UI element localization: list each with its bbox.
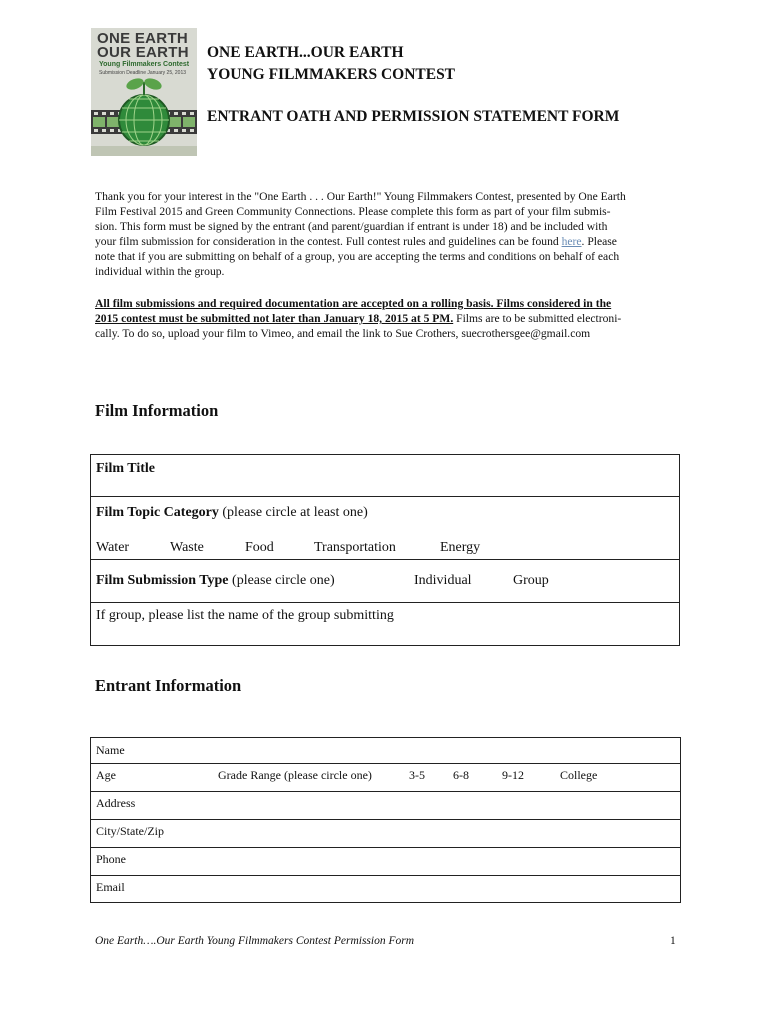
intro-line: Thank you for your interest in the "One Earth . . . Our Earth!" Young Filmmakers Contest, presented by One Earth bbox=[95, 190, 626, 203]
topic-option-energy[interactable]: Energy bbox=[440, 540, 481, 555]
group-name-row[interactable] bbox=[91, 603, 679, 645]
film-information-heading: Film Information bbox=[95, 401, 219, 420]
type-option-group[interactable]: Group bbox=[513, 573, 549, 588]
grade-range-label: Grade Range (please circle one) bbox=[218, 768, 372, 782]
topic-option-waste[interactable]: Waste bbox=[170, 540, 204, 555]
name-row[interactable] bbox=[91, 738, 680, 764]
city-state-zip-row[interactable] bbox=[91, 820, 680, 848]
topic-option-food[interactable]: Food bbox=[245, 540, 274, 555]
logo-line-2: OUR EARTH bbox=[97, 44, 189, 61]
address-label: Address bbox=[96, 796, 136, 810]
topic-option-water[interactable]: Water bbox=[96, 540, 130, 555]
intro-text: . Please bbox=[581, 235, 617, 248]
city-state-zip-label: City/State/Zip bbox=[96, 824, 164, 838]
page-number: 1 bbox=[670, 935, 676, 947]
deadline-paragraph bbox=[95, 296, 678, 341]
intro-line: note that if you are submitting on behalf of a group, you are accepting the terms and conditions on behalf of each bbox=[95, 250, 620, 263]
film-submission-type-row bbox=[91, 560, 679, 603]
entrant-information-heading: Entrant Information bbox=[95, 676, 242, 695]
name-label: Name bbox=[96, 743, 125, 757]
age-label: Age bbox=[96, 768, 116, 782]
logo-line-4: Submission Deadline January 25, 2013 bbox=[99, 70, 186, 76]
submission-type-label: Film Submission Type (please circle one) bbox=[96, 573, 335, 588]
film-information-table bbox=[90, 454, 680, 646]
entrant-information-table bbox=[90, 737, 681, 903]
film-title-row[interactable] bbox=[91, 455, 679, 497]
header-line-1: ONE EARTH...OUR EARTH bbox=[207, 44, 404, 61]
age-grade-row bbox=[91, 764, 680, 792]
logo-line-3: Young Filmmakers Contest bbox=[99, 61, 190, 68]
intro-paragraph bbox=[95, 189, 678, 279]
header-line-2: YOUNG FILMMAKERS CONTEST bbox=[207, 66, 456, 83]
phone-row[interactable] bbox=[91, 848, 680, 876]
email-label: Email bbox=[96, 880, 125, 894]
deadline-line bbox=[95, 311, 678, 326]
grade-option-9-12[interactable]: 9-12 bbox=[502, 768, 524, 782]
phone-label: Phone bbox=[96, 852, 126, 866]
intro-line: individual within the group. bbox=[95, 265, 225, 278]
intro-line: Film Festival 2015 and Green Community Connections. Please complete this form as part of your film submis- bbox=[95, 205, 611, 218]
form-title: ENTRANT OATH AND PERMISSION STATEMENT FORM bbox=[207, 108, 620, 125]
deadline-line: All film submissions and required documentation are accepted on a rolling basis. Films considered in the bbox=[95, 297, 612, 310]
topic-option-transportation[interactable]: Transportation bbox=[314, 540, 396, 555]
film-topic-row bbox=[91, 497, 679, 560]
contest-logo bbox=[91, 28, 197, 156]
grade-option-6-8[interactable]: 6-8 bbox=[453, 768, 469, 782]
intro-line bbox=[95, 234, 678, 249]
grade-option-3-5[interactable]: 3-5 bbox=[409, 768, 425, 782]
deadline-date: 2015 contest must be submitted not later than January 18, 2015 at 5 PM. bbox=[95, 312, 454, 325]
rules-link[interactable]: here bbox=[561, 235, 582, 248]
type-option-individual[interactable]: Individual bbox=[414, 573, 472, 588]
grade-option-college[interactable]: College bbox=[560, 768, 598, 782]
film-topic-label: Film Topic Category (please circle at least one) bbox=[96, 505, 368, 520]
film-title-label: Film Title bbox=[96, 461, 155, 476]
group-name-label: If group, please list the name of the group submitting bbox=[96, 608, 394, 623]
address-row[interactable] bbox=[91, 792, 680, 820]
intro-line: sion. This form must be signed by the entrant (and parent/guardian if entrant is under 18) and be included with bbox=[95, 220, 608, 233]
logo-line-1: ONE EARTH bbox=[97, 30, 189, 47]
deadline-line: cally. To do so, upload your film to Vimeo, and email the link to Sue Crothers, suecrothersgee@gmail.com bbox=[95, 327, 591, 340]
email-row[interactable] bbox=[91, 876, 680, 902]
deadline-text: Films are to be submitted electroni- bbox=[453, 312, 622, 325]
page-footer: One Earth….Our Earth Young Filmmakers Contest Permission Form bbox=[95, 935, 415, 947]
intro-text: your film submission for consideration in the contest. Full contest rules and guidelines can be found bbox=[95, 235, 562, 248]
